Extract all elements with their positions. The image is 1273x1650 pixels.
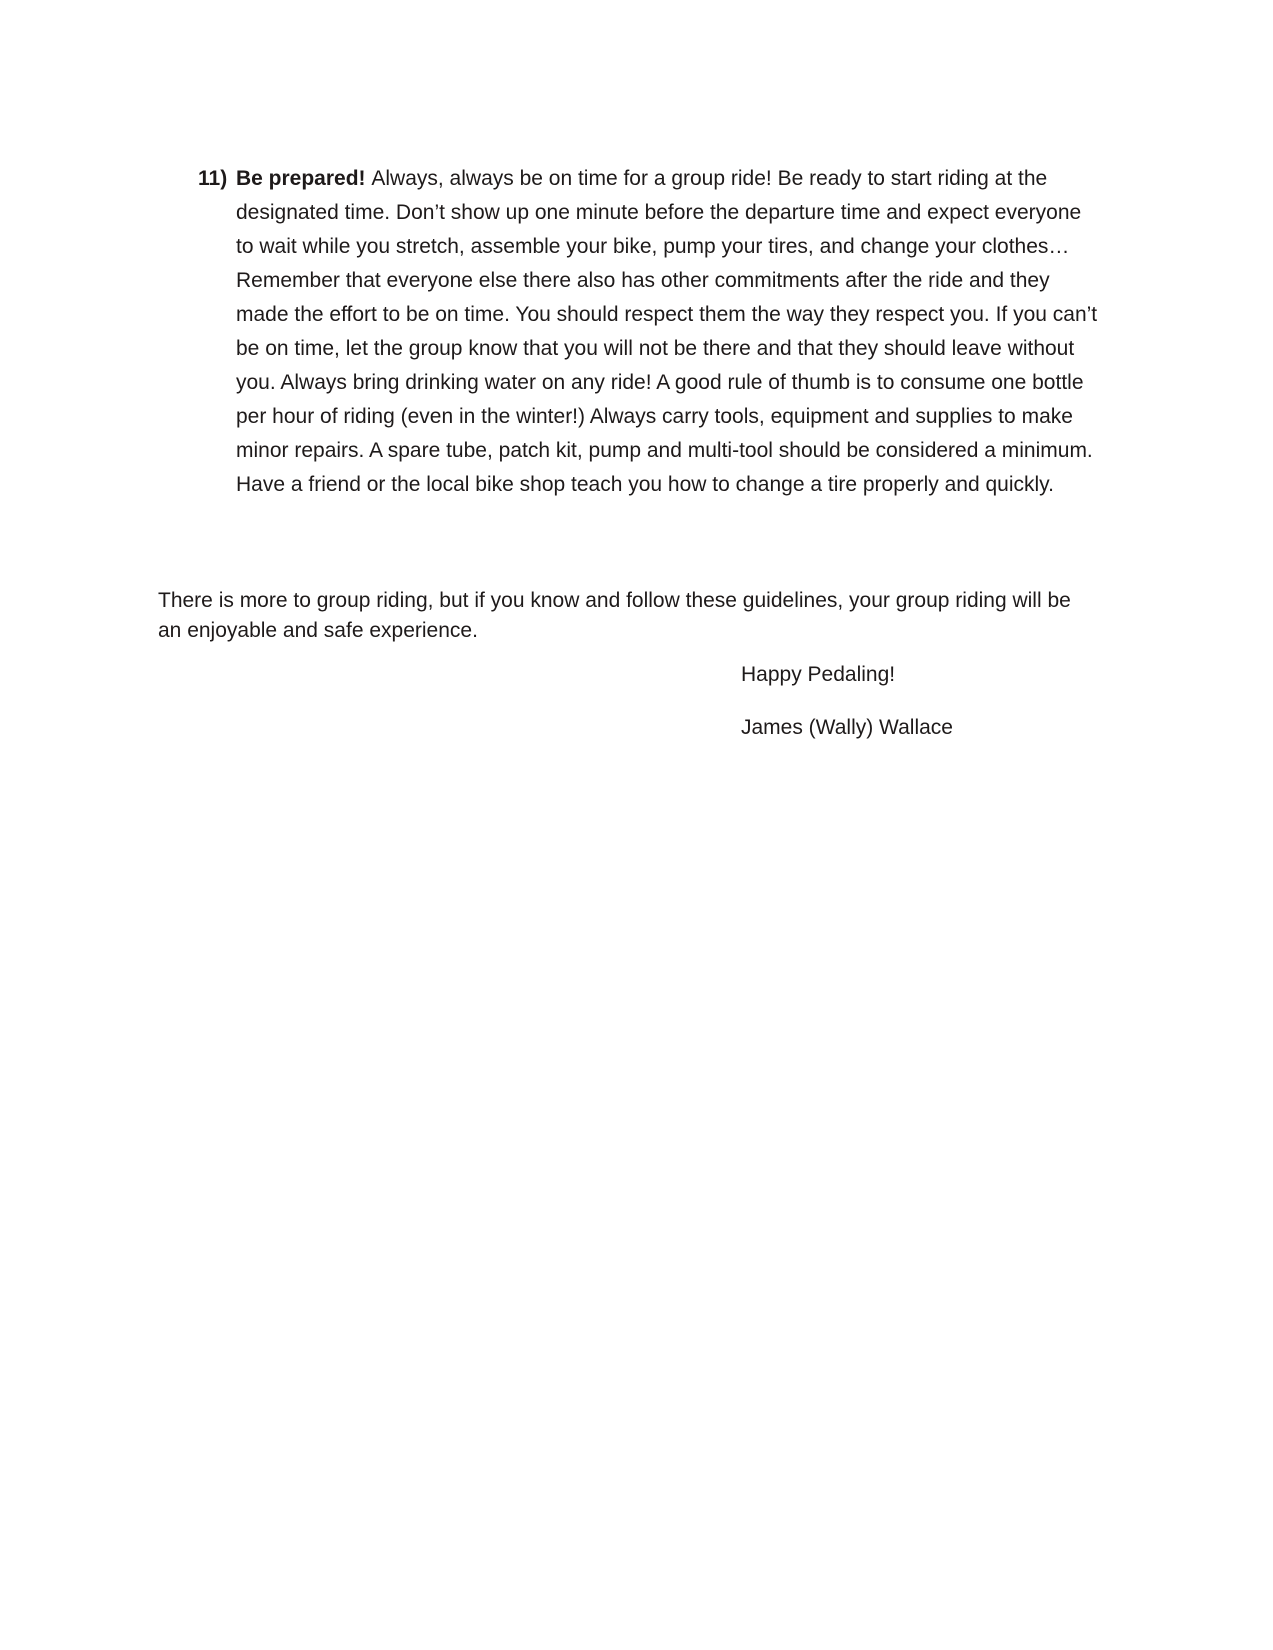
signature-name: James (Wally) Wallace <box>741 716 953 739</box>
salutation: Happy Pedaling! <box>741 663 896 686</box>
guideline-item-11 <box>198 162 1098 502</box>
item-text: Always, always be on time for a group ride! Be ready to start riding at the designated time. Don’t show up one minute before the departure time and expect everyone to wait while you stretch, assemble your bike, pump your tires, and change your clothes… Remember that everyone else there also has other commitments after the ride and they made the effort to be on time. You should respect them the way they respect you. If you can’t be on time, let the group know that you will not be there and that they should leave without you. Always bring drinking water on any ride! A good rule of thumb is to consume one bottle per hour of riding (even in the winter!) Always carry tools, equipment and supplies to make minor repairs. A spare tube, patch kit, pump and multi-tool should be considered a minimum. Have a friend or the local bike shop teach you how to change a tire properly and quickly. <box>236 167 1098 496</box>
item-body <box>236 162 1098 502</box>
closing-paragraph: There is more to group riding, but if you know and follow these guidelines, your group riding will be an enjoyable and safe experience. <box>158 589 1071 642</box>
item-number: 11) <box>198 167 228 190</box>
item-heading: Be prepared! <box>236 167 372 190</box>
